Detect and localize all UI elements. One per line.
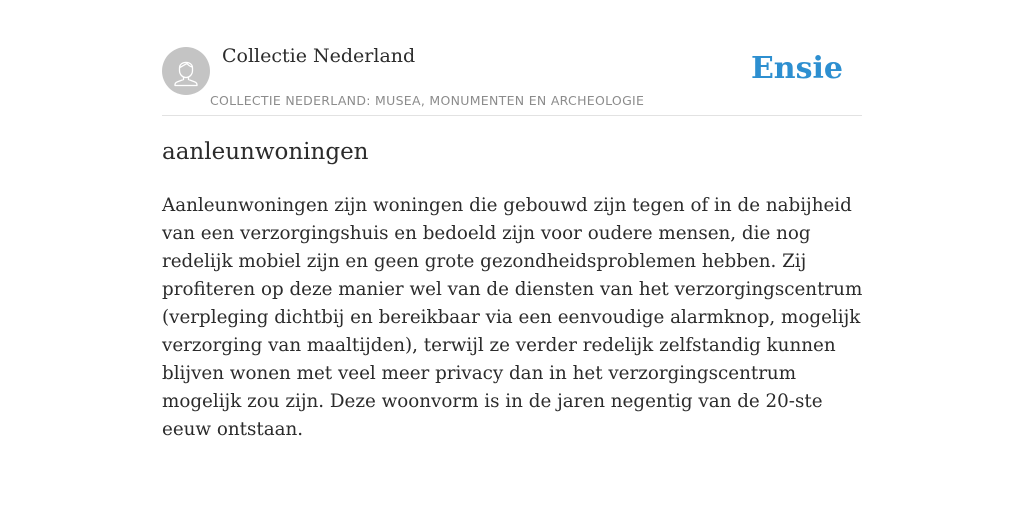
entry-body: Aanleunwoningen zijn woningen die gebouwd zijn tegen of in de nabijheid van een verzorgingshuis en bedoeld zijn voor oudere mensen, die nog redelijk mobiel zijn en geen grote gezondheidsproblemen hebben. Zij profiteren op deze manier wel van de diensten van het verzorgingscentrum (verpleging dichtbij en bereikbaar via een eenvoudige alarmknop, mogelijk verzorging van maaltijden), terwijl ze verder redelijk zelfstandig kunnen blijven wonen met veel meer privacy dan in het verzorgingscentrum mogelijk zou zijn. Deze woonvorm is in de jaren negentig van de 20-ste eeuw ontstaan. [162, 195, 863, 440]
brand-logo[interactable]: Ensie [750, 51, 843, 86]
entry-title: aanleunwoningen [162, 139, 369, 165]
entry-header [162, 0, 862, 116]
user-silhouette-icon [162, 47, 210, 95]
entry-card [162, 0, 863, 440]
source-label[interactable]: COLLECTIE NEDERLAND: MUSEA, MONUMENTEN EN ARCHEOLOGIE [210, 93, 645, 108]
author-avatar[interactable] [162, 47, 210, 95]
author-name[interactable]: Collectie Nederland [222, 45, 416, 67]
